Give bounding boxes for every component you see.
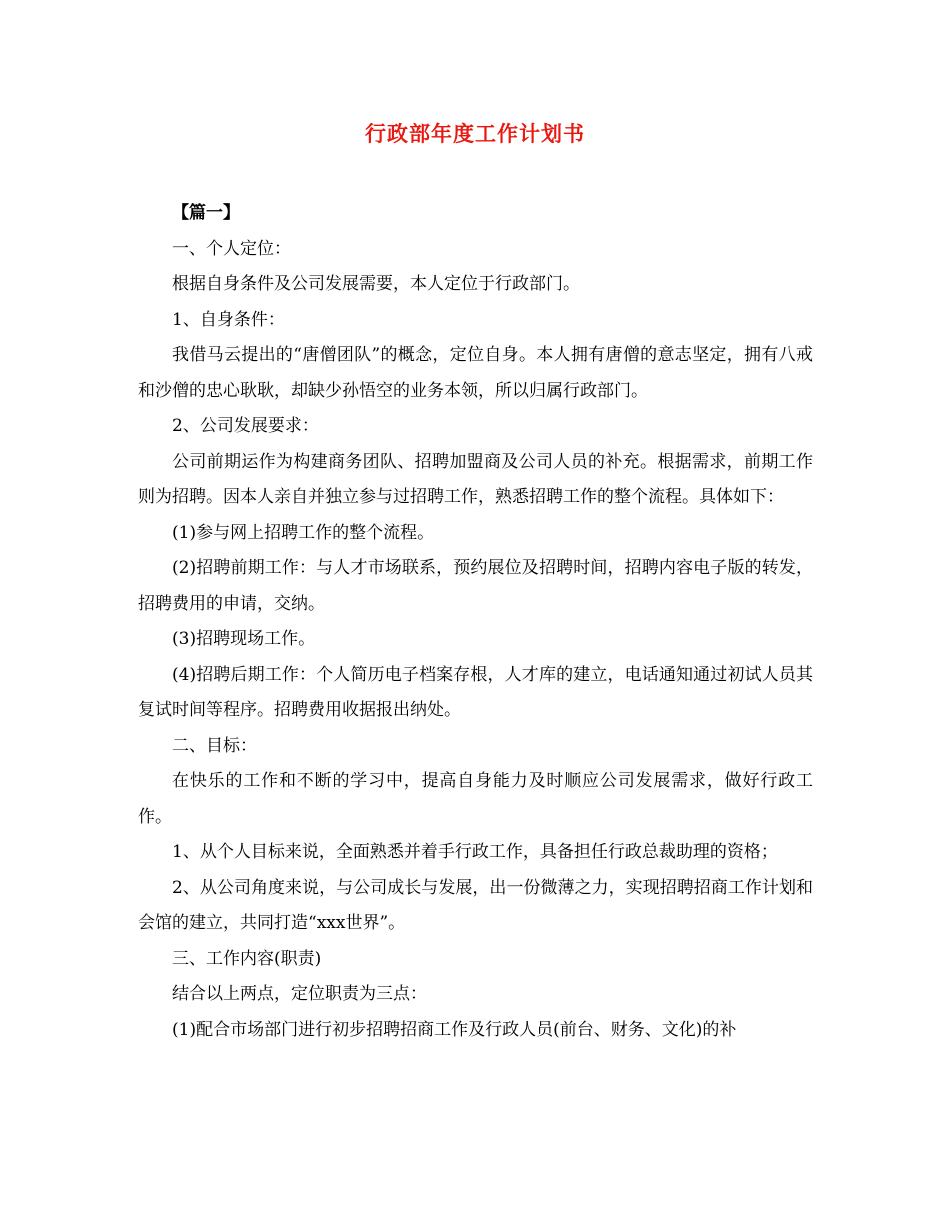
subheading-company-requirements: 2、公司发展要求：	[172, 416, 319, 436]
list-item: (4)招聘后期工作：个人简历电子档案存根，人才库的建立，电话通知通过初试人员其复试时间等程序。招聘费用收据报出纳处。	[138, 664, 813, 720]
paragraph: 在快乐的工作和不断的学习中，提高自身能力及时顺应公司发展需求，做好行政工作。	[138, 771, 813, 827]
document-body	[138, 196, 813, 1048]
document-title: 行政部年度工作计划书	[365, 121, 585, 146]
list-item: (3)招聘现场工作。	[172, 629, 316, 649]
list-item: (2)招聘前期工作：与人才市场联系，预约展位及招聘时间，招聘内容电子版的转发，招聘费用的申请，交纳。	[138, 558, 813, 614]
list-item: 2、从公司角度来说，与公司成长与发展，出一份微薄之力，实现招聘招商工作计划和会馆的建立，共同打造“xxx世界”。	[138, 877, 813, 933]
list-item: (1)参与网上招聘工作的整个流程。	[172, 522, 435, 543]
paragraph: 我借马云提出的“唐僧团队”的概念，定位自身。本人拥有唐僧的意志坚定，拥有八戒和沙僧的忠心耿耿，却缺少孙悟空的业务本领，所以归属行政部门。	[138, 345, 813, 401]
paragraph: 公司前期运作为构建商务团队、招聘加盟商及公司人员的补充。根据需求，前期工作则为招聘。因本人亲自并独立参与过招聘工作，熟悉招聘工作的整个流程。具体如下：	[138, 451, 813, 507]
paragraph: 根据自身条件及公司发展需要，本人定位于行政部门。	[172, 274, 580, 294]
list-item: 1、从个人目标来说，全面熟悉并着手行政工作，具备担任行政总裁助理的资格；	[172, 842, 778, 862]
paragraph: 结合以上两点，定位职责为三点：	[172, 984, 427, 1004]
heading-goals: 二、目标：	[172, 735, 257, 756]
list-item: (1)配合市场部门进行初步招聘招商工作及行政人员(前台、财务、文化)的补	[172, 1019, 737, 1040]
heading-personal-positioning: 一、个人定位：	[172, 238, 291, 259]
section-tag: 【篇一】	[172, 203, 240, 223]
subheading-own-conditions: 1、自身条件：	[172, 309, 285, 330]
heading-work-content: 三、工作内容(职责)	[172, 948, 322, 969]
